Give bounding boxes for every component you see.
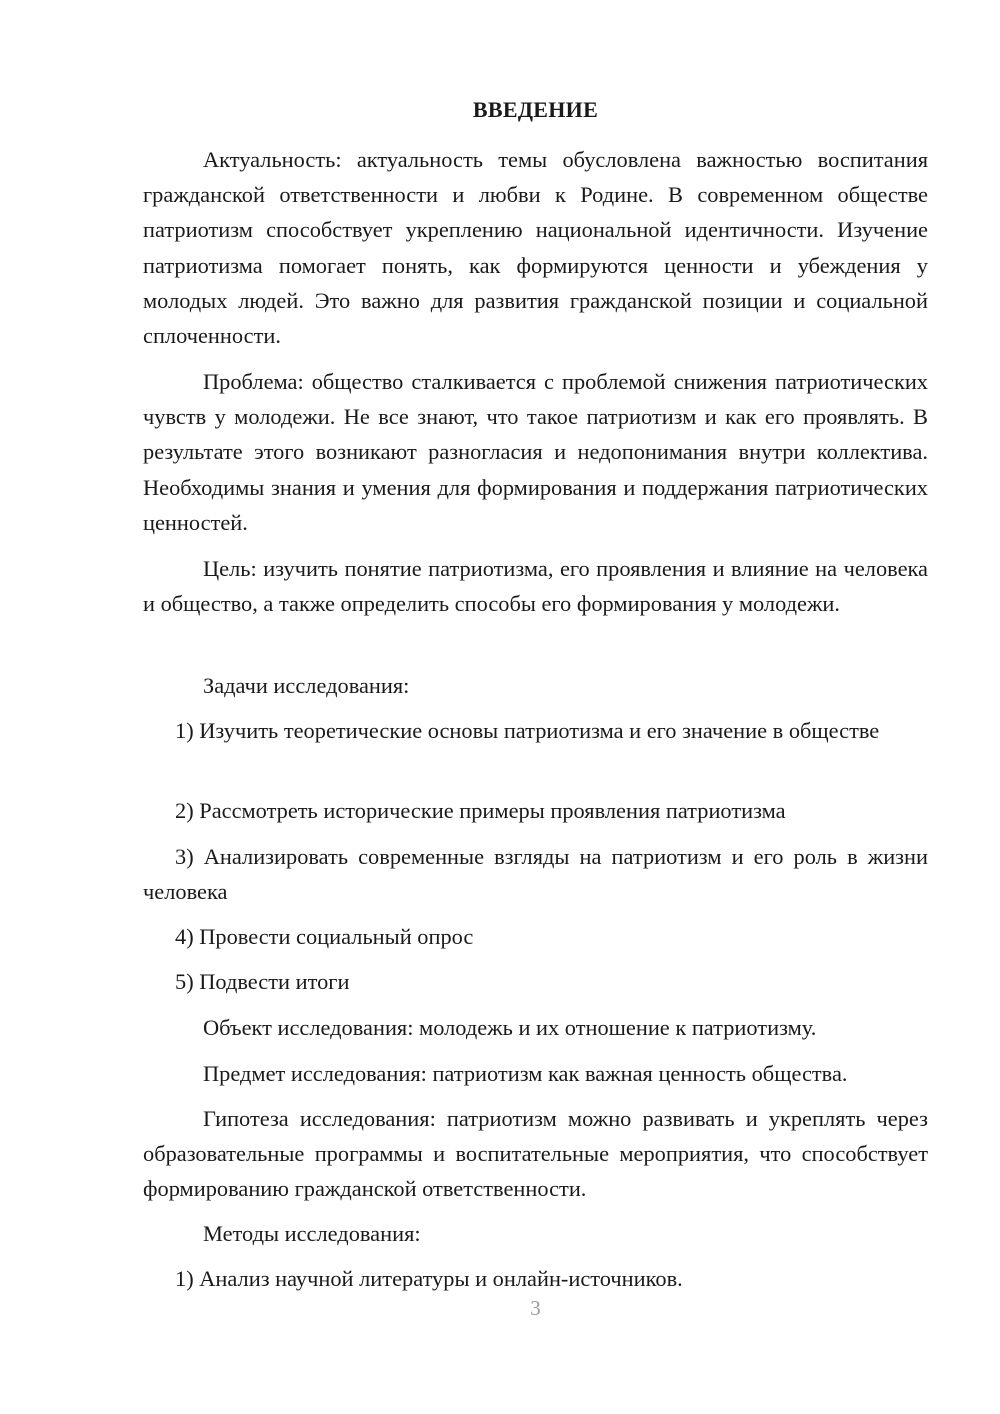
paragraph-goal: Цель: изучить понятие патриотизма, его проявления и влияние на человека и общество, а также определить способы его формирования у молодежи. [143,556,928,617]
task-item-3: 3) Анализировать современные взгляды на патриотизм и его роль в жизни человека [143,844,928,905]
tasks-heading: Задачи исследования: [203,673,410,698]
paragraph-hypothesis: Гипотеза исследования: патриотизм можно развивать и укреплять через образовательные программы и воспитательные мероприятия, что способствует формированию гражданской ответственности. [143,1106,928,1202]
task-item-5: 5) Подвести итоги [175,969,350,994]
section-title: ВВЕДЕНИЕ [472,97,599,122]
task-item-1: 1) Изучить теоретические основы патриотизма и его значение в обществе [175,718,880,743]
paragraph-object: Объект исследования: молодежь и их отношение к патриотизму. [203,1015,817,1040]
methods-heading: Методы исследования: [203,1221,421,1246]
page-number: 3 [530,1296,541,1320]
task-item-2: 2) Рассмотреть исторические примеры проявления патриотизма [175,798,786,823]
task-item-4: 4) Провести социальный опрос [175,924,474,949]
paragraph-relevance: Актуальность: актуальность темы обусловлена важностью воспитания гражданской ответственности и любви к Родине. В современном обществе патриотизм способствует укреплению национальной идентичности. Изучение патриотизма помогает понять, как формируются ценности и убеждения у молодых людей. Это важно для развития гражданской позиции и социальной сплоченности. [143,147,928,349]
method-item-1: 1) Анализ научной литературы и онлайн-источников. [175,1266,683,1291]
document-page [143,0,928,1414]
paragraph-subject: Предмет исследования: патриотизм как важная ценность общества. [203,1061,848,1086]
paragraph-problem: Проблема: общество сталкивается с проблемой снижения патриотических чувств у молодежи. Не все знают, что такое патриотизм и как его проявлять. В результате этого возникают разногласия и недопонимания внутри коллектива. Необходимы знания и умения для формирования и поддержания патриотических ценностей. [143,369,928,535]
